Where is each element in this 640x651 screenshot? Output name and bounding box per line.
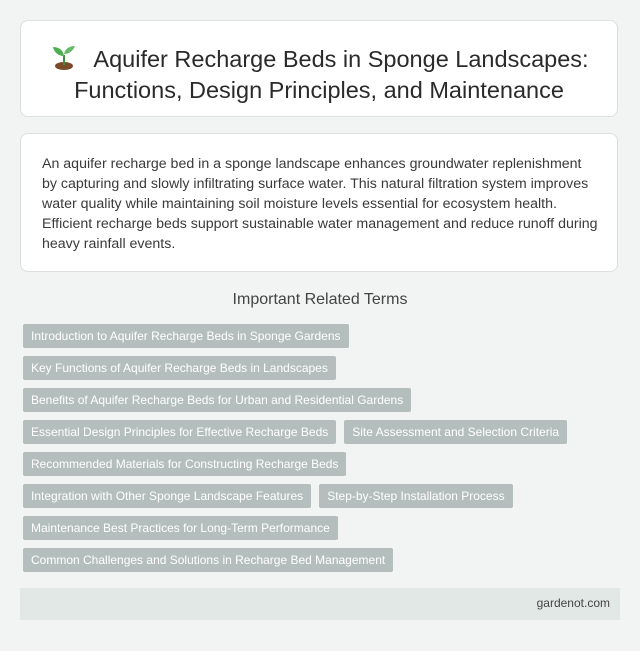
related-term-tag[interactable]: Maintenance Best Practices for Long-Term Performance [23, 516, 338, 540]
description-card [20, 133, 618, 272]
related-terms-heading: Important Related Terms [232, 291, 408, 308]
related-terms-row [23, 452, 613, 476]
related-term-tag[interactable]: Introduction to Aquifer Recharge Beds in Sponge Gardens [23, 324, 349, 348]
title-line-1: Aquifer Recharge Beds in Sponge Landscapes: [93, 46, 589, 72]
footer [20, 588, 620, 620]
sprout-icon [49, 44, 79, 70]
related-terms-list [23, 324, 613, 580]
related-terms-row [23, 356, 613, 380]
related-terms-row [23, 388, 613, 412]
related-term-tag[interactable]: Essential Design Principles for Effective Recharge Beds [23, 420, 336, 444]
related-term-tag[interactable]: Benefits of Aquifer Recharge Beds for Urban and Residential Gardens [23, 388, 411, 412]
title-card [20, 20, 618, 117]
description-text: An aquifer recharge bed in a sponge landscape enhances groundwater replenishment by capturing and slowly infiltrating surface water. This natural filtration system improves water quality while maintaining soil moisture levels essential for ecosystem health. Efficient recharge beds support sustainable water management and reduce runoff during heavy rainfall events. [42, 156, 598, 252]
related-terms-row [23, 324, 613, 348]
footer-site-link[interactable]: gardenot.com [536, 596, 610, 610]
related-term-tag[interactable]: Step-by-Step Installation Process [319, 484, 512, 508]
title-line-2: Functions, Design Principles, and Maintenance [74, 77, 564, 103]
related-term-tag[interactable]: Integration with Other Sponge Landscape Features [23, 484, 311, 508]
related-terms-row [23, 516, 613, 540]
related-terms-row [23, 548, 613, 572]
related-term-tag[interactable]: Common Challenges and Solutions in Recharge Bed Management [23, 548, 393, 572]
related-terms-row [23, 420, 613, 444]
related-term-tag[interactable]: Site Assessment and Selection Criteria [344, 420, 567, 444]
related-term-tag[interactable]: Recommended Materials for Constructing Recharge Beds [23, 452, 346, 476]
related-term-tag[interactable]: Key Functions of Aquifer Recharge Beds in Landscapes [23, 356, 336, 380]
page-title [21, 44, 617, 106]
related-terms-row [23, 484, 613, 508]
